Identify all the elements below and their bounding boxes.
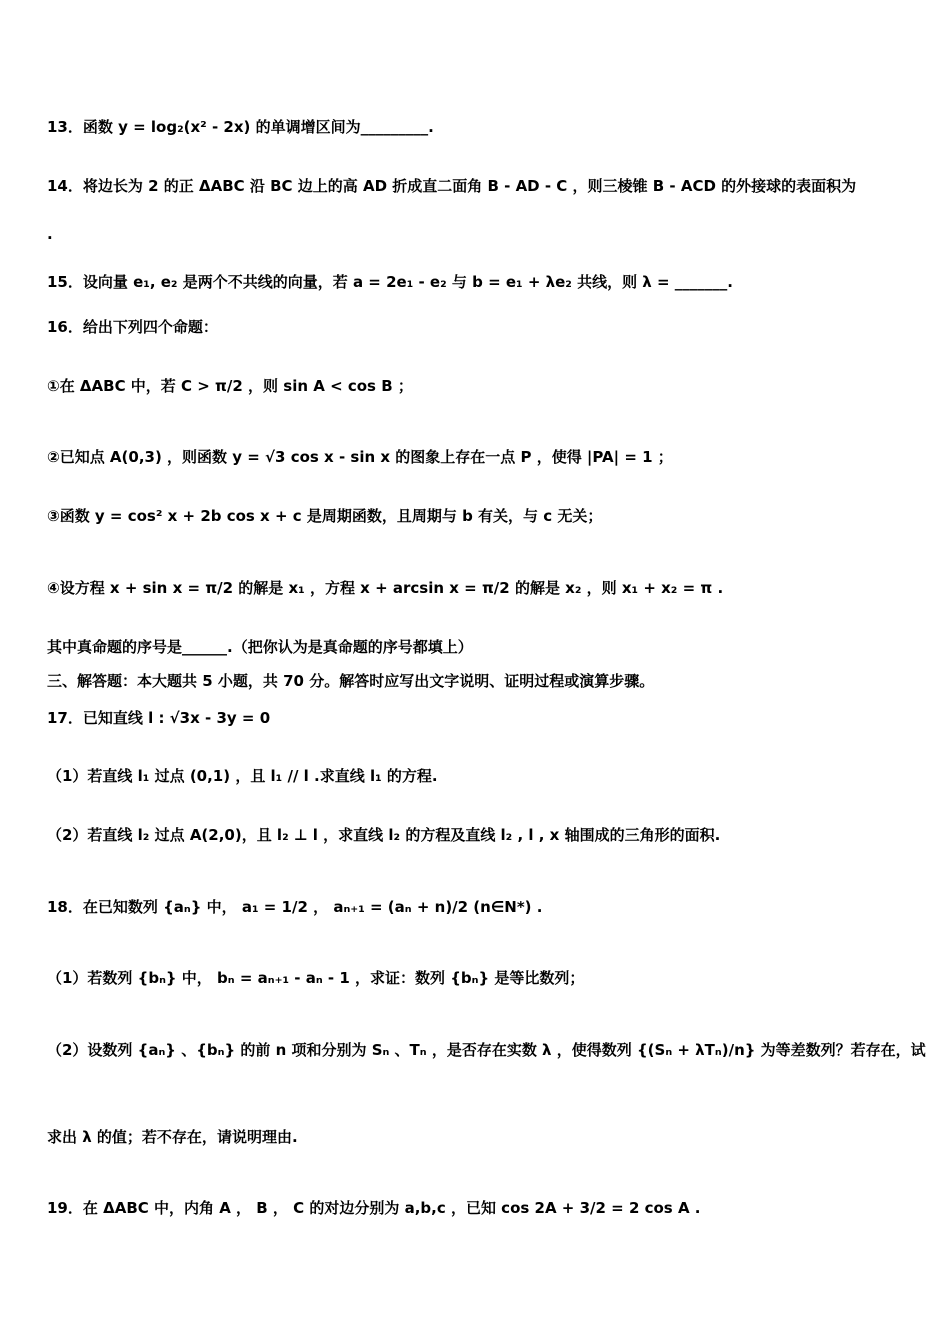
question-17: 17．已知直线 l : √3x - 3y = 0 bbox=[47, 709, 271, 727]
question-14: 14．将边长为 2 的正 ΔABC 沿 BC 边上的高 AD 折成直二面角 B - AD - C ，则三棱锥 B - ACD 的外接球的表面积为 bbox=[47, 177, 857, 195]
proposition-3: ③函数 y = cos² x + 2b cos x + c 是周期函数，且周期与 b 有关，与 c 无关； bbox=[47, 507, 603, 525]
question-16-answer: 其中真命题的序号是______.（把你认为是真命题的序号都填上） bbox=[47, 638, 473, 656]
question-16: 16．给出下列四个命题： bbox=[47, 318, 218, 336]
section-3-heading: 三、解答题：本大题共 5 小题，共 70 分。解答时应写出文字说明、证明过程或演算步骤。 bbox=[47, 672, 655, 690]
question-18-part-2: （2）设数列 {aₙ} 、{bₙ} 的前 n 项和分别为 Sₙ 、Tₙ ，是否存在实数 λ ，使得数列 {(Sₙ + λTₙ)/n} 为等差数列？若存在，试 bbox=[47, 1041, 926, 1059]
proposition-4: ④设方程 x + sin x = π/2 的解是 x₁ ，方程 x + arcsin x = π/2 的解是 x₂ ，则 x₁ + x₂ = π . bbox=[47, 579, 724, 597]
proposition-2: ②已知点 A(0,3) ，则函数 y = √3 cos x - sin x 的图象上存在一点 P ，使得 |PA| = 1 ； bbox=[47, 448, 673, 466]
question-17-part-2: （2）若直线 l₂ 过点 A(2,0)，且 l₂ ⊥ l ，求直线 l₂ 的方程及直线 l₂ , l , x 轴围成的三角形的面积. bbox=[47, 826, 721, 844]
question-15: 15．设向量 e₁, e₂ 是两个不共线的向量，若 a = 2e₁ - e₂ 与 b = e₁ + λe₂ 共线，则 λ = _______. bbox=[47, 273, 734, 291]
question-19: 19．在 ΔABC 中，内角 A ， B ， C 的对边分别为 a,b,c ，已知 cos 2A + 3/2 = 2 cos A . bbox=[47, 1199, 701, 1217]
question-18-part-1: （1）若数列 {bₙ} 中， bₙ = aₙ₊₁ - aₙ - 1 ，求证：数列 {bₙ} 是等比数列； bbox=[47, 969, 585, 987]
question-18-part-2-end: 求出 λ 的值；若不存在，请说明理由. bbox=[47, 1128, 298, 1146]
question-18: 18．在已知数列 {aₙ} 中， a₁ = 1/2 ， aₙ₊₁ = (aₙ + n)/2 (n∈N*) . bbox=[47, 898, 543, 916]
question-13: 13．函数 y = log₂(x² - 2x) 的单调增区间为_________. bbox=[47, 118, 434, 136]
question-14-end: . bbox=[47, 225, 53, 243]
question-17-part-1: （1）若直线 l₁ 过点 (0,1) ，且 l₁ // l .求直线 l₁ 的方程. bbox=[47, 767, 438, 785]
proposition-1: ①在 ΔABC 中，若 C > π/2 ，则 sin A < cos B ； bbox=[47, 377, 413, 395]
